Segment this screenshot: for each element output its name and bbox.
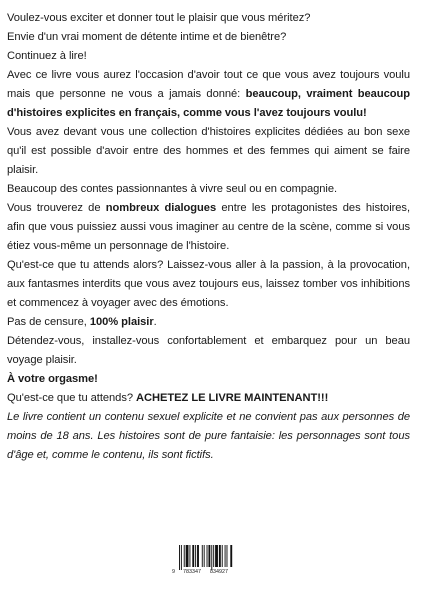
barcode-bars [172, 544, 238, 570]
paragraph-9: Pas de censure, 100% plaisir. [7, 316, 157, 328]
barcode-bar [225, 545, 226, 567]
barcode-bar [230, 545, 232, 567]
barcode-bar [179, 545, 180, 570]
paragraph-11: À votre orgasme! [7, 373, 98, 385]
paragraph-5: Vous avez devant vous une collection d'histoires explicites dédiées au bon sexe qu'il est possible d'avoir entre des hommes et des femmes qui aiment se faire plaisir. [7, 126, 410, 176]
barcode-digits [172, 568, 238, 576]
barcode-bar [211, 545, 212, 570]
paragraph-7: Vous trouverez de nombreux dialogues entre les protagonistes des histoires, afin que vous puissiez aussi vous imaginer au centre de la scène, comme si vous étiez vous-même un personnage de l'histoire. [7, 202, 410, 252]
barcode-right-digits: 834927 [210, 569, 228, 575]
barcode-bar [192, 545, 194, 567]
paragraph-6: Beaucoup des contes passionnantes à vivre seul ou en compagnie. [7, 183, 338, 195]
paragraph-4: Avec ce livre vous aurez l'occasion d'avoir tout ce que vous avez toujours voulu mais que personne ne vous a jamais donné: beaucoup, vraiment beaucoup d'histoires explicites en français, comme vous l'avez toujours voulu! [7, 69, 410, 119]
description-text [7, 9, 410, 465]
barcode-lead-digit: 9 [172, 569, 175, 575]
barcode-bar [215, 545, 218, 567]
barcode-bar [222, 545, 223, 567]
disclaimer: Le livre contient un contenu sexuel explicite et ne convient pas aux personnes de moins de 18 ans. Les histoires sont de pure fantaisie: les personnages sont tous d'âge et, comme le contenu, ils sont fictifs. [7, 411, 410, 461]
paragraph-2: Envie d'un vrai moment de détente intime et de bienêtre? [7, 31, 287, 43]
paragraph-12: Qu'est-ce que tu attends? ACHETEZ LE LIVRE MAINTENANT!!! [7, 392, 329, 404]
paragraph-8: Qu'est-ce que tu attends alors? Laissez-vous aller à la passion, à la provocation, aux fantasmes interdits que vous avez toujours eus, laissez tomber vos inhibitions et commencez à voyager avec des émotions. [7, 259, 410, 309]
barcode-left-digits: 783347 [183, 569, 201, 575]
paragraph-3: Continuez à lire! [7, 50, 87, 62]
barcode-bar [197, 545, 199, 567]
barcode-bar [186, 545, 189, 567]
barcode-bar [227, 545, 228, 567]
barcode-bar [181, 545, 182, 570]
barcode-bar [184, 545, 185, 567]
barcode-bar [207, 545, 208, 567]
barcode-bar [208, 545, 210, 567]
paragraph-10: Détendez-vous, installez-vous confortablement et embarquez pour un beau voyage plaisir. [7, 335, 410, 366]
barcode-bar [204, 545, 205, 567]
barcode-bar [195, 545, 196, 567]
barcode-bar [202, 545, 203, 567]
barcode-bar [213, 545, 214, 567]
paragraph-1: Voulez-vous exciter et donner tout le plaisir que vous méritez? [7, 12, 311, 24]
barcode [172, 544, 238, 576]
barcode-bar [189, 545, 190, 567]
barcode-bar [219, 545, 221, 567]
